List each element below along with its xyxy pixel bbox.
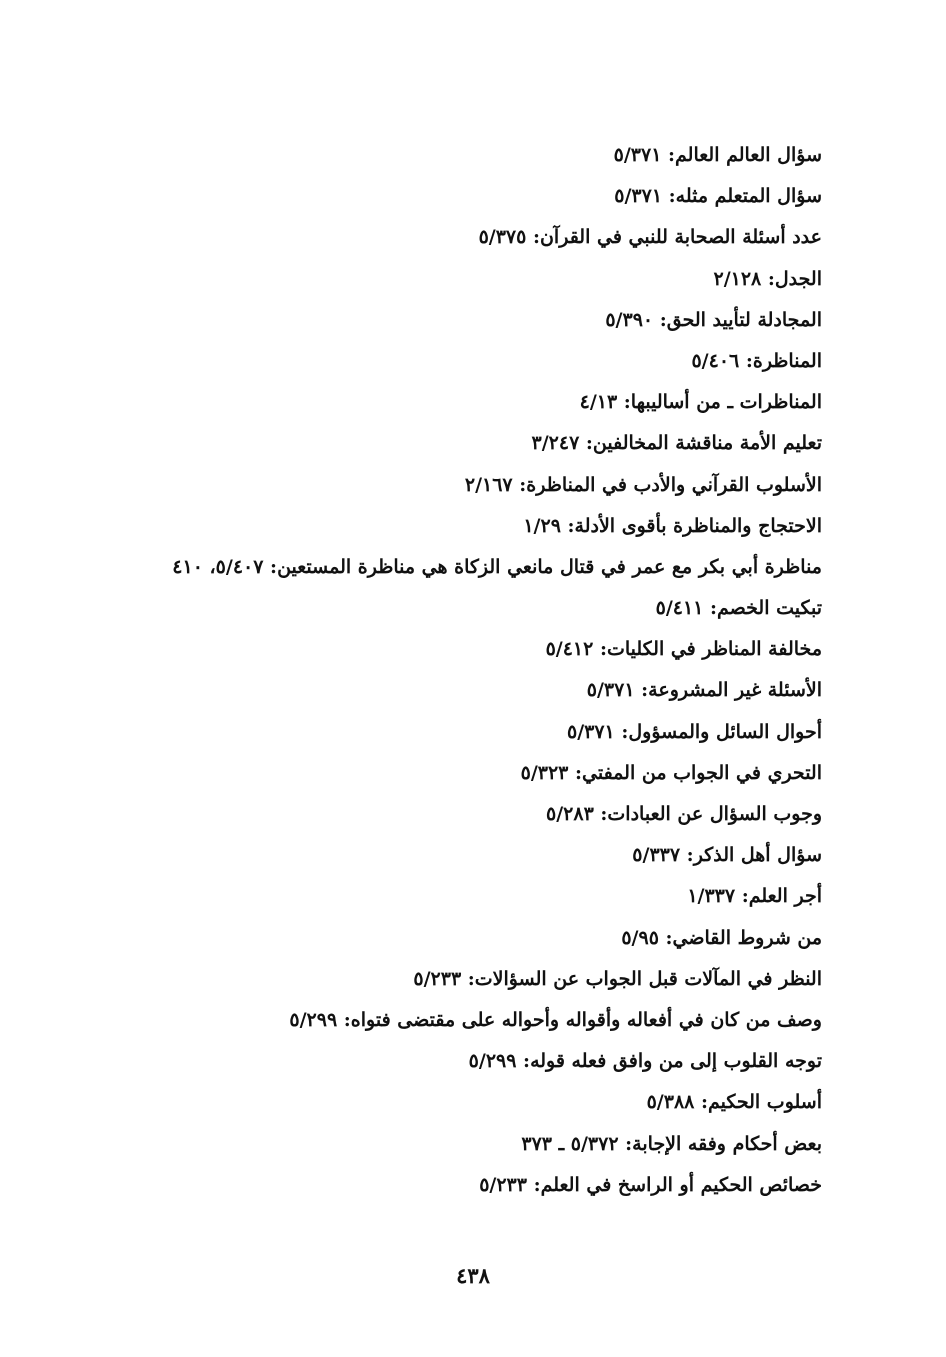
index-entry: الجدل: ٢/١٢٨ xyxy=(713,267,822,290)
index-entry: النظر في المآلات قبل الجواب عن السؤالات: ٥/٢٣٣ xyxy=(413,967,822,990)
index-entry: المجادلة لتأييد الحق: ٥/٣٩٠ xyxy=(605,308,822,331)
index-entry: الاحتجاج والمناظرة بأقوى الأدلة: ١/٢٩ xyxy=(523,514,822,537)
index-entry: أسلوب الحكيم: ٥/٣٨٨ xyxy=(646,1091,822,1114)
index-entry: وجوب السؤال عن العبادات: ٥/٢٨٣ xyxy=(546,803,822,825)
index-entry: سؤال المتعلم مثله: ٥/٣٧١ xyxy=(614,185,822,208)
index-entries-list xyxy=(62,135,822,1206)
index-entry: خصائص الحكيم أو الراسخ في العلم: ٥/٢٣٣ xyxy=(479,1173,822,1196)
index-entry: بعض أحكام وفقه الإجابة: ٥/٣٧٢ ـ ٣٧٣ xyxy=(521,1132,822,1155)
index-entry: تبكيت الخصم: ٥/٤١١ xyxy=(655,597,822,620)
index-entry: تعليم الأمة مناقشة المخالفين: ٣/٢٤٧ xyxy=(531,432,822,455)
page-number: ٤٣٨ xyxy=(456,1263,490,1288)
index-entry: الأسلوب القرآني والأدب في المناظرة: ٢/١٦٧ xyxy=(464,473,822,496)
index-entry: مخالفة المناظر في الكليات: ٥/٤١٢ xyxy=(545,638,822,661)
index-entry: التحري في الجواب من المفتي: ٥/٣٢٣ xyxy=(520,761,822,784)
index-entry: أحوال السائل والمسؤول: ٥/٣٧١ xyxy=(566,720,822,743)
index-entry: سؤال أهل الذكر: ٥/٣٣٧ xyxy=(632,844,822,867)
index-entry: مناظرة أبي بكر مع عمر في قتال مانعي الزكاة هي مناظرة المستعين: ٥/٤٠٧، ٤١٠ xyxy=(172,555,822,578)
index-entry: أجر العلم: ١/٣٣٧ xyxy=(687,885,822,908)
index-entry: عدد أسئلة الصحابة للنبي في القرآن: ٥/٣٧٥ xyxy=(478,226,822,249)
index-entry: من شروط القاضي: ٥/٩٥ xyxy=(621,926,822,949)
index-entry: سؤال العالم العالم: ٥/٣٧١ xyxy=(613,144,822,166)
index-entry: المناظرات ـ من أساليبها: ٤/١٣ xyxy=(579,391,822,414)
index-entry: توجه القلوب إلى من وافق فعله قوله: ٥/٢٩٩ xyxy=(468,1050,822,1073)
index-entry: المناظرة: ٥/٤٠٦ xyxy=(691,349,822,372)
index-entry: الأسئلة غير المشروعة: ٥/٣٧١ xyxy=(586,679,822,702)
index-entry: وصف من كان في أفعاله وأقواله وأحواله على مقتضى فتواه: ٥/٢٩٩ xyxy=(289,1008,822,1031)
